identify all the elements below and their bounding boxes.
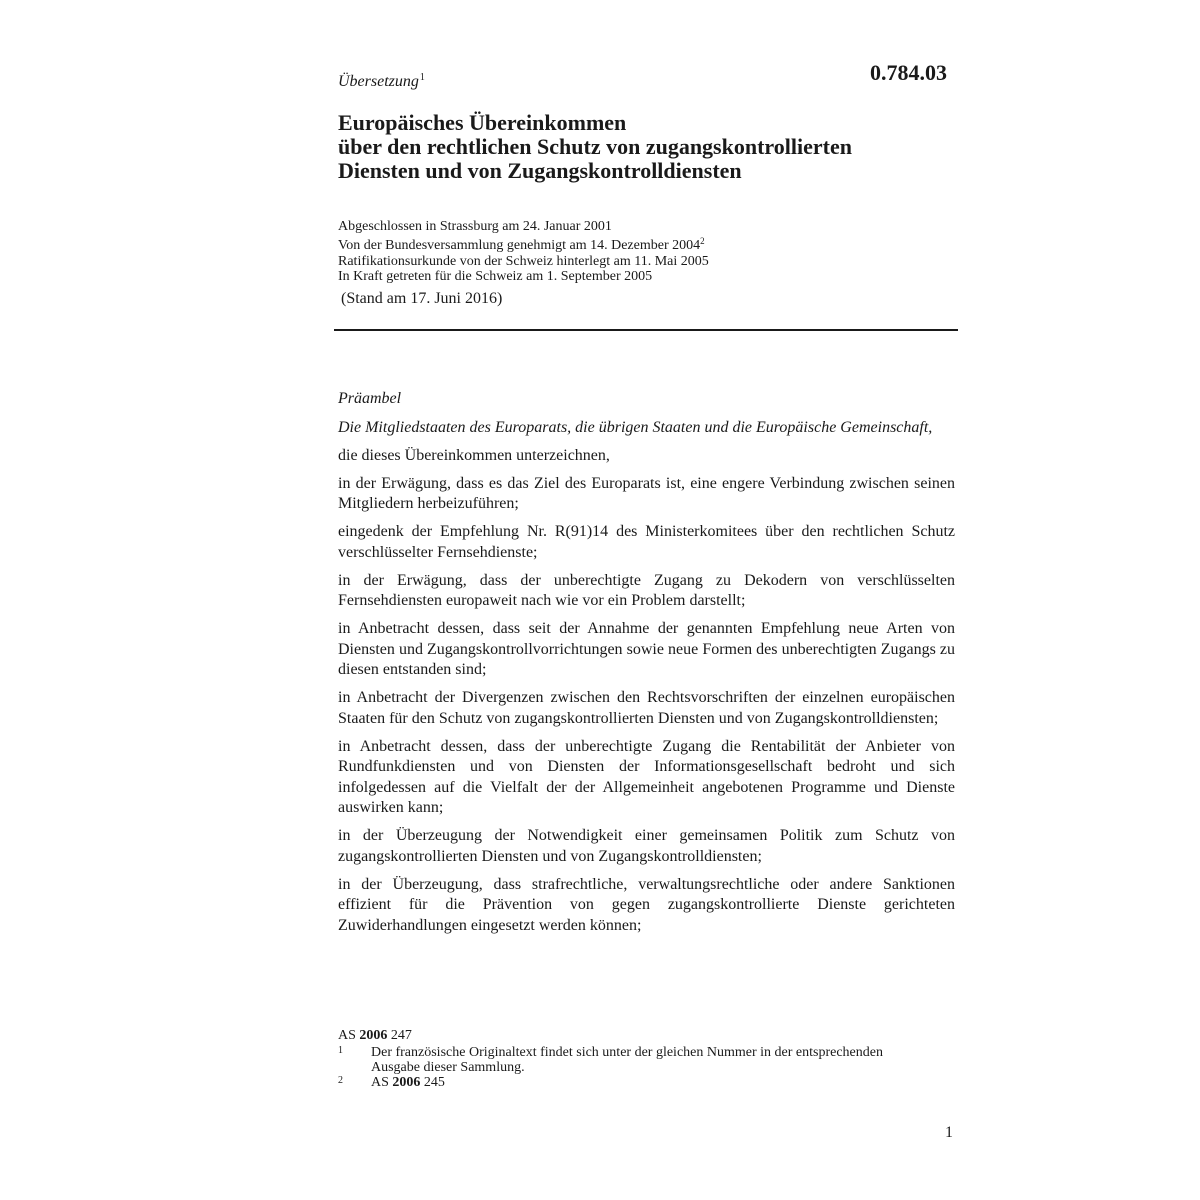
footnote-ref-2[interactable]: 2 xyxy=(700,236,705,247)
preamble-paragraph: in Anbetracht dessen, dass seit der Annahme der genannten Empfehlung neue Arten von Diensten und Zugangskontrollvorrichtungen sowie neue Formen des unberechtigten Zugangs zu diesen entstanden sind; xyxy=(338,620,955,678)
title-line: über den rechtlichen Schutz von zugangskontrollierten xyxy=(338,134,852,159)
in-force-date: In Kraft getreten für die Schweiz am 1. September 2005 xyxy=(338,268,653,284)
preamble-paragraph: in der Erwägung, dass der unberechtigte Zugang zu Dekodern von verschlüsselten Fernsehdiensten europaweit nach wie vor ein Problem darstellt; xyxy=(338,571,955,609)
title-line: Diensten und von Zugangskontrolldiensten xyxy=(338,158,742,183)
preamble xyxy=(338,389,955,944)
page-number: 1 xyxy=(945,1124,953,1141)
sr-number: 0.784.03 xyxy=(870,60,947,85)
footnote-text xyxy=(371,1075,445,1090)
parties-paragraph: Die Mitgliedstaaten des Europarats, die übrigen Staaten und die Europäische Gemeinschaft, xyxy=(338,418,933,436)
footnotes xyxy=(338,1028,891,1090)
footnote-number: 1 xyxy=(338,1045,343,1056)
header-divider xyxy=(334,329,958,331)
official-collection-ref xyxy=(338,1028,891,1043)
footnote-ref-1[interactable]: 1 xyxy=(419,72,425,83)
concluded-date: Abgeschlossen in Strassburg am 24. Januar 2001 xyxy=(338,219,612,234)
footnote-text: Der französische Originaltext findet sich unter der gleichen Nummer in der entsprechenden Ausgabe dieser Sammlung. xyxy=(371,1045,883,1075)
preamble-paragraph: die dieses Übereinkommen unterzeichnen, xyxy=(338,446,610,464)
preamble-paragraph: in Anbetracht dessen, dass der unberechtigte Zugang die Rentabilität der Anbieter von Rundfunkdiensten und von Diensten der Informationsgesellschaft bedroht und sich infolgedessen auf die Vielfalt der der Allgemeinheit angebotenen Programme und Dienste auswirken kann; xyxy=(338,737,955,816)
as-prefix: AS xyxy=(338,1028,356,1043)
preamble-paragraph: in Anbetracht der Divergenzen zwischen den Rechtsvorschriften der einzelnen europäischen Staaten für den Schutz von zugangskontrollierten Diensten und von Zugangskontrolldiensten; xyxy=(338,689,955,727)
as-year: 2006 xyxy=(359,1028,388,1043)
as-page: 247 xyxy=(390,1028,412,1043)
status-date: (Stand am 17. Juni 2016) xyxy=(341,290,503,307)
ratification-date: Ratifikationsurkunde von der Schweiz hinterlegt am 11. Mai 2005 xyxy=(338,253,709,269)
document-title xyxy=(338,111,852,183)
title-line: Europäisches Übereinkommen xyxy=(338,110,627,135)
preamble-paragraph: eingedenk der Empfehlung Nr. R(91)14 des Ministerkomitees über den rechtlichen Schutz verschlüsselter Fernsehdienste; xyxy=(338,523,955,561)
fn-as-page: 245 xyxy=(423,1075,445,1090)
footnote-number: 2 xyxy=(338,1075,343,1086)
translation-label-text: Übersetzung xyxy=(338,73,419,90)
preamble-paragraph: in der Überzeugung, dass strafrechtliche, verwaltungsrechtliche oder andere Sanktionen effizient für die Prävention von gegen zugangskontrollierte Dienste gerichteten Zuwiderhandlungen eingesetzt werden können; xyxy=(338,875,955,934)
fn-as-year: 2006 xyxy=(392,1075,421,1090)
footnote-2 xyxy=(338,1075,891,1090)
document-metadata xyxy=(338,219,709,284)
preamble-heading: Präambel xyxy=(338,390,402,407)
footnote-1 xyxy=(338,1045,891,1075)
approval-date xyxy=(338,234,709,253)
preamble-paragraph: in der Erwägung, dass es das Ziel des Europarats ist, eine engere Verbindung zwischen seinen Mitgliedern herbeizuführen; xyxy=(338,474,955,512)
preamble-paragraph: in der Überzeugung der Notwendigkeit einer gemeinsamen Politik zum Schutz von zugangskontrollierten Diensten und von Zugangskontrolldiensten; xyxy=(338,827,955,865)
approval-text: Von der Bundesversammlung genehmigt am 14. Dezember 2004 xyxy=(338,238,701,254)
fn-as-prefix: AS xyxy=(371,1075,389,1090)
translation-label xyxy=(338,72,425,91)
